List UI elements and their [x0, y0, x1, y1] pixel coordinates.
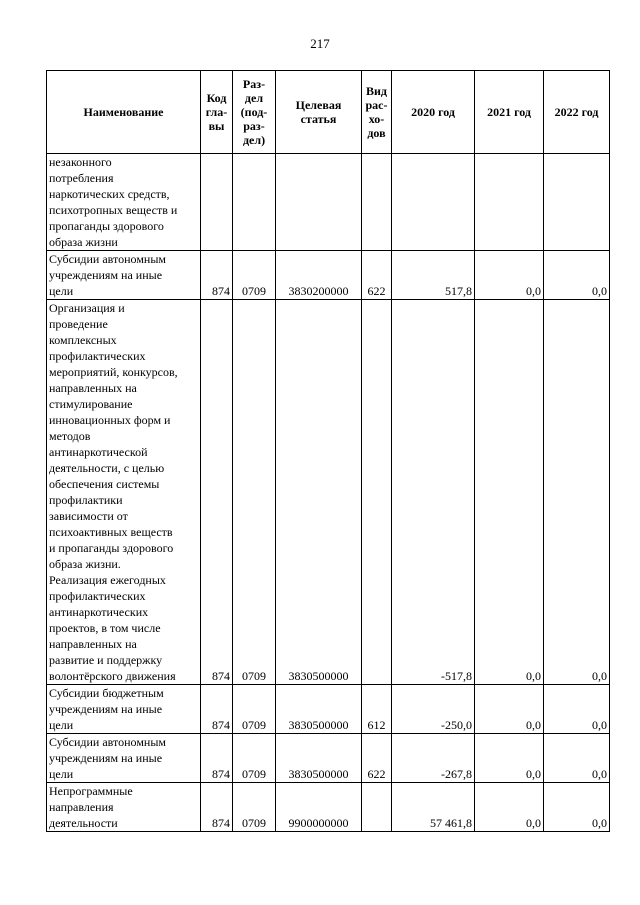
cell-code: 874 [201, 734, 233, 783]
name-line: учреждениям на иные [49, 702, 163, 716]
name-line: психоактивных веществ [49, 525, 173, 539]
cell-2020: -517,8 [392, 300, 475, 685]
name-line: деятельности [49, 816, 118, 830]
cell-kind: 612 [362, 685, 392, 734]
cell-kind [362, 154, 392, 251]
name-line: Организация и [49, 301, 125, 315]
cell-target: 3830500000 [276, 685, 362, 734]
name-line: незаконного [49, 155, 112, 169]
name-line: цели [49, 284, 74, 298]
header-line: статья [300, 112, 337, 126]
name-line: психотропных веществ и [49, 203, 178, 217]
cell-2022: 0,0 [544, 300, 610, 685]
budget-table [46, 70, 610, 832]
cell-2020: -267,8 [392, 734, 475, 783]
cell-code: 874 [201, 300, 233, 685]
cell-kind: 622 [362, 251, 392, 300]
name-line: пропаганды здорового [49, 219, 164, 233]
cell-2022 [544, 154, 610, 251]
cell-name [47, 734, 201, 783]
cell-2022: 0,0 [544, 783, 610, 832]
name-line: Непрограммные [49, 784, 133, 798]
name-line: антинаркотической [49, 445, 148, 459]
name-line: учреждениям на иные [49, 268, 163, 282]
cell-name [47, 685, 201, 734]
cell-code [201, 154, 233, 251]
cell-section: 0709 [233, 783, 276, 832]
header-line: хо- [368, 112, 385, 126]
header-line: гла- [205, 105, 228, 119]
name-line: профилактики [49, 493, 123, 507]
name-line: Реализация ежегодных [49, 573, 166, 587]
header-line: рас- [365, 98, 388, 112]
header-line: дов [367, 126, 386, 140]
name-line: Субсидии автономным [49, 735, 166, 749]
header-line: вы [208, 119, 225, 133]
name-line: проектов, в том числе [49, 621, 161, 635]
page-number: 217 [310, 36, 330, 51]
name-line: цели [49, 767, 74, 781]
table-row [47, 783, 610, 832]
name-line: образа жизни. [49, 557, 121, 571]
name-line: антинаркотических [49, 605, 149, 619]
cell-kind: 622 [362, 734, 392, 783]
cell-target [276, 154, 362, 251]
header-section [233, 71, 276, 154]
table-row [47, 154, 610, 251]
header-target [276, 71, 362, 154]
cell-name [47, 154, 201, 251]
table-body [47, 154, 610, 832]
cell-target: 9900000000 [276, 783, 362, 832]
name-line: профилактических [49, 349, 146, 363]
header-line: Целевая [295, 98, 342, 112]
header-line: Вид [366, 84, 387, 98]
header-2022 [544, 71, 610, 154]
header-line: Раз- [242, 77, 266, 91]
name-line: методов [49, 429, 91, 443]
name-line: направленных на [49, 381, 137, 395]
cell-2021: 0,0 [475, 300, 544, 685]
table-row [47, 734, 610, 783]
cell-target: 3830500000 [276, 734, 362, 783]
cell-2020: 57 461,8 [392, 783, 475, 832]
name-line: направления [49, 800, 114, 814]
name-line: обеспечения системы [49, 477, 160, 491]
cell-section: 0709 [233, 734, 276, 783]
header-line: 2020 год [411, 105, 455, 119]
name-line: направленных на [49, 637, 137, 651]
header-name [47, 71, 201, 154]
cell-name [47, 783, 201, 832]
name-line: инновационных форм и [49, 413, 171, 427]
header-2020 [392, 71, 475, 154]
name-line: учреждениям на иные [49, 751, 163, 765]
cell-target: 3830500000 [276, 300, 362, 685]
name-line: деятельности, с целью [49, 461, 165, 475]
cell-section: 0709 [233, 300, 276, 685]
cell-2021: 0,0 [475, 734, 544, 783]
header-line: дел) [242, 133, 266, 147]
table-row [47, 685, 610, 734]
name-line: Субсидии бюджетным [49, 686, 164, 700]
cell-2020 [392, 154, 475, 251]
name-line: развитие и поддержку [49, 653, 163, 667]
name-line: зависимости от [49, 509, 128, 523]
cell-section: 0709 [233, 685, 276, 734]
cell-code: 874 [201, 251, 233, 300]
name-line: комплексных [49, 333, 117, 347]
name-line: проведение [49, 317, 108, 331]
cell-2021 [475, 154, 544, 251]
cell-section: 0709 [233, 251, 276, 300]
header-line: раз- [243, 119, 265, 133]
header-kind [362, 71, 392, 154]
header-line: 2022 год [554, 105, 599, 119]
cell-code: 874 [201, 783, 233, 832]
name-line: мероприятий, конкурсов, [49, 365, 178, 379]
cell-kind [362, 300, 392, 685]
table-row [47, 251, 610, 300]
cell-code: 874 [201, 685, 233, 734]
cell-2020: 517,8 [392, 251, 475, 300]
header-line: 2021 год [487, 105, 531, 119]
name-line: Субсидии автономным [49, 252, 166, 266]
cell-kind [362, 783, 392, 832]
cell-2022: 0,0 [544, 734, 610, 783]
cell-2021: 0,0 [475, 783, 544, 832]
name-line: цели [49, 718, 74, 732]
name-line: волонтёрского движения [49, 669, 176, 683]
cell-name [47, 300, 201, 685]
cell-2022: 0,0 [544, 685, 610, 734]
header-line: Код [206, 91, 227, 105]
header-line: дел [244, 91, 264, 105]
name-line: образа жизни [49, 235, 118, 249]
table-row [47, 300, 610, 685]
cell-name [47, 251, 201, 300]
name-line: профилактических [49, 589, 146, 603]
cell-2020: -250,0 [392, 685, 475, 734]
header-line: Наименование [83, 105, 164, 119]
header-code [201, 71, 233, 154]
header-line: (под- [240, 105, 268, 119]
cell-2021: 0,0 [475, 251, 544, 300]
table-header-row [47, 71, 610, 154]
name-line: потребления [49, 171, 114, 185]
cell-target: 3830200000 [276, 251, 362, 300]
cell-2022: 0,0 [544, 251, 610, 300]
header-2021 [475, 71, 544, 154]
cell-section [233, 154, 276, 251]
name-line: и пропаганды здорового [49, 541, 174, 555]
cell-2021: 0,0 [475, 685, 544, 734]
name-line: стимулирование [49, 397, 133, 411]
name-line: наркотических средств, [49, 187, 170, 201]
